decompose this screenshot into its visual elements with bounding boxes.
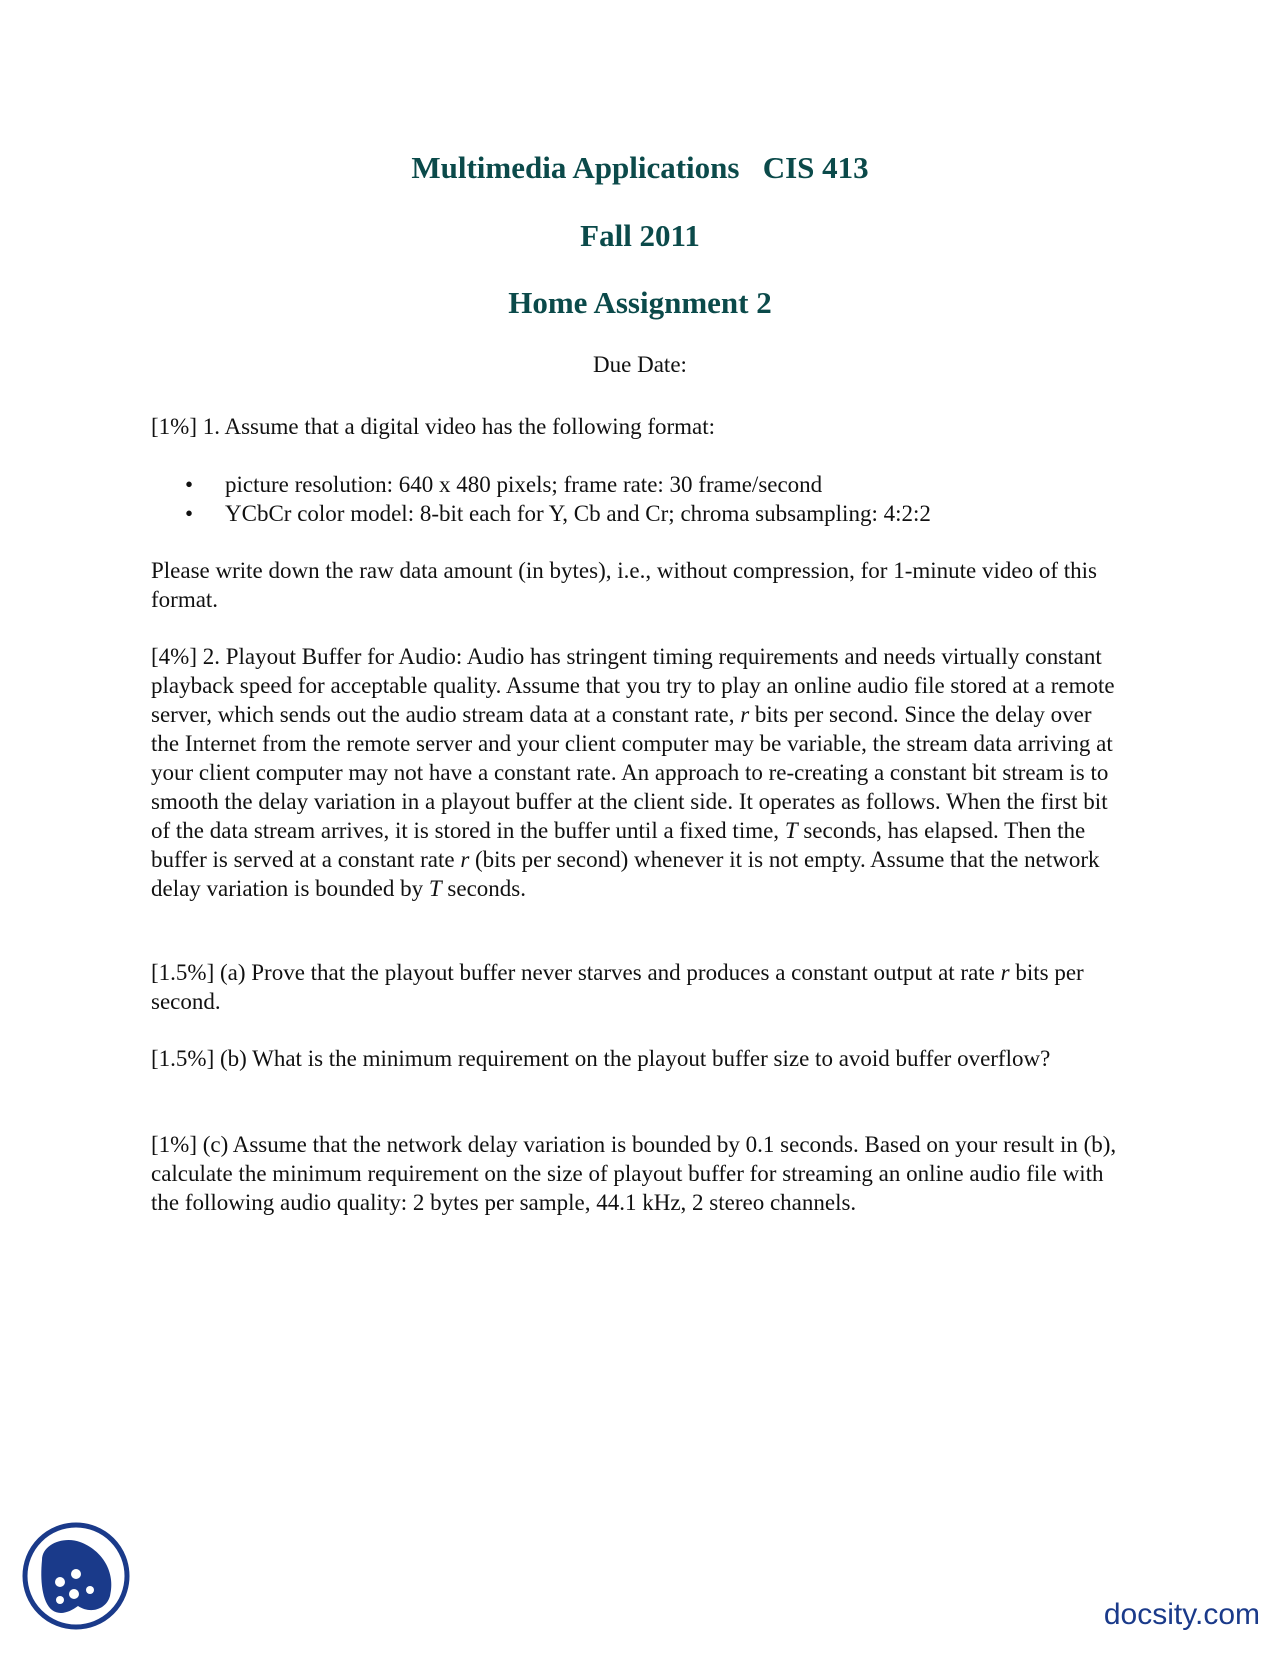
question-1-format-list [185,470,931,528]
var-t: T [428,876,442,901]
q2a-text-part: bits per second. [151,960,1084,1014]
question-2c: [1%] (c) Assume that the network delay variation is bounded by 0.1 seconds. Based on your result in (b), calculate the minimum requirement on the size of playout buffer for streaming an online audio file with the following audio quality: 2 bytes per sample, 44.1 kHz, 2 stereo channels. [151,1132,1117,1215]
q2-text-part: (bits per second) whenever it is not empty. Assume that the network delay variation is bounded by [151,847,1100,901]
var-t: T [784,818,798,843]
bullet-icon: • [185,501,194,526]
question-1-followup: Please write down the raw data amount (in bytes), i.e., without compression, for 1-minute video of this format. [151,558,1097,612]
question-2b: [1.5%] (b) What is the minimum requirement on the playout buffer size to avoid buffer overflow? [151,1046,1051,1071]
list-item-text: YCbCr color model: 8-bit each for Y, Cb and Cr; chroma subsampling: 4:2:2 [225,501,931,526]
question-1-prompt: [1%] 1. Assume that a digital video has the following format: [151,414,716,439]
assignment-title: Home Assignment 2 [508,285,772,320]
q2-text-part: bits per second. Since the delay over the Internet from the remote server and your client computer may be variable, the stream data arriving at your client computer may not have a constant rate. An approach to re-creating a constant bit stream is to smooth the delay variation in a playout buffer at the client side. It operates as follows. When the first bit of the data stream arrives, it is stored in the buffer until a fixed time, [151,702,1113,843]
due-date-label: Due Date: [593,352,687,377]
list-item [185,499,931,528]
var-r: r [460,847,470,872]
var-r: r [1000,960,1010,985]
list-item [185,470,931,499]
course-term: Fall 2011 [580,218,700,253]
docsity-logo-icon[interactable] [20,1520,132,1632]
docsity-brand-link[interactable]: docsity.com [1103,1598,1260,1631]
q2-text-part: seconds, has elapsed. Then the buffer is served at a constant rate [151,818,1086,872]
course-title: Multimedia Applications CIS 413 [411,150,869,185]
q2a-text-part: [1.5%] (a) Prove that the playout buffer never starves and produces a constant output at rate [151,960,1001,985]
list-item-text: picture resolution: 640 x 480 pixels; frame rate: 30 frame/second [225,472,823,497]
q2-text-part: [4%] 2. Playout Buffer for Audio: Audio has stringent timing requirements and needs virtually constant playback speed for acceptable quality. Assume that you try to play an online audio file stored at a remote server, which sends out the audio stream data at a constant rate, [151,644,1115,727]
var-r: r [740,702,750,727]
q2-text-part: seconds. [441,876,526,901]
question-2-intro [151,642,1121,903]
question-2a [151,958,1121,1016]
bullet-icon: • [185,472,194,497]
